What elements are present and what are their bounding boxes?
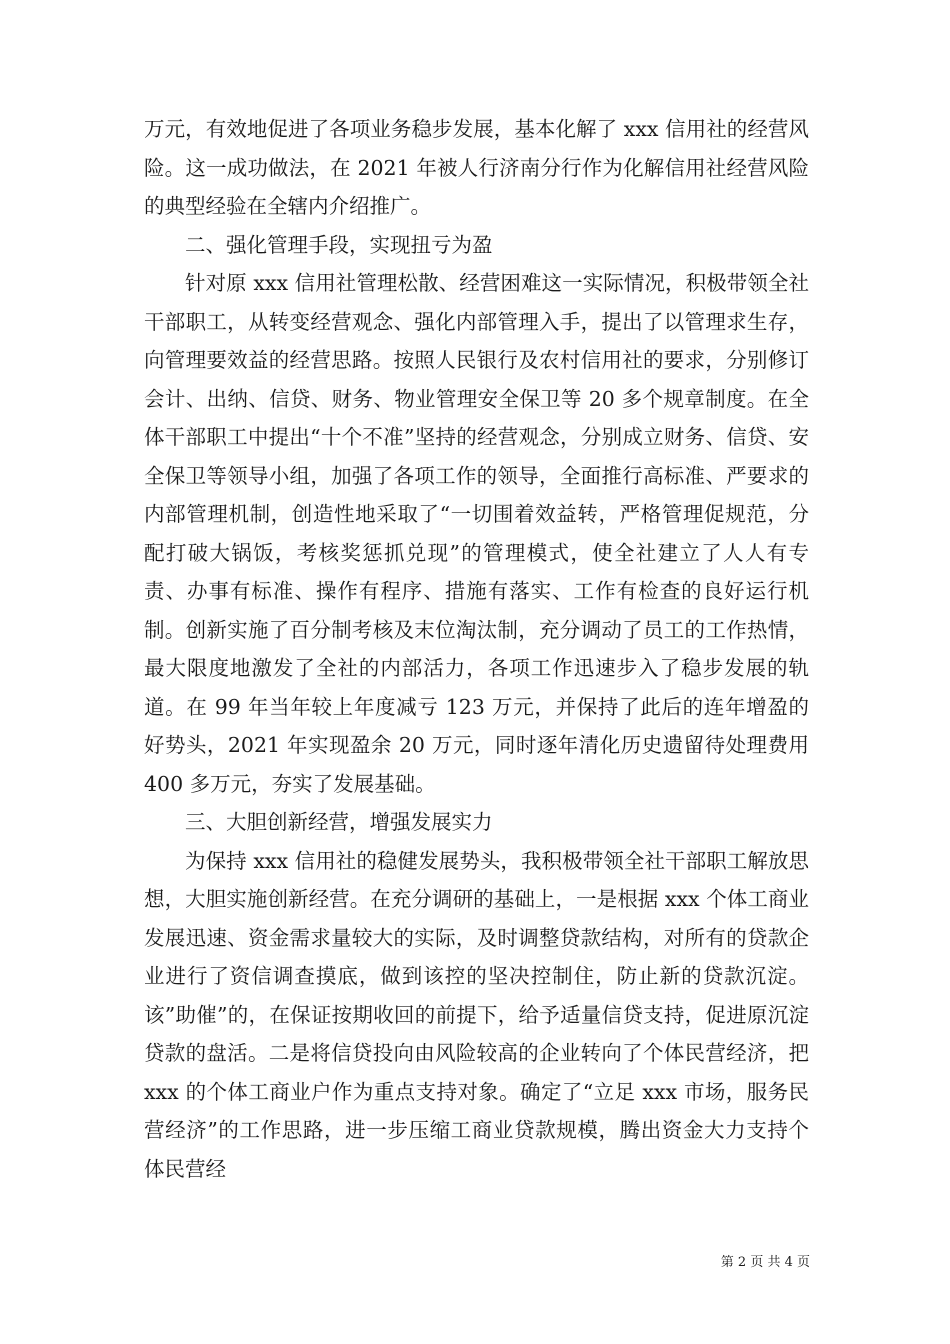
paragraph-management: 针对原 xxx 信用社管理松散、经营困难这一实际情况，积极带领全社干部职工，从转变经营观念、强化内部管理入手，提出了以管理求生存，向管理要效益的经营思路。按照人民银行及农村信用社的要求，分别修订会计、出纳、信贷、财务、物业管理安全保卫等 20 多个规章制度。在全体干部职工中提出“十个不准”坚持的经营观念，分别成立财务、信贷、安全保卫等领导小组，加强了各项工作的领导，全面推行高标准、严要求的内部管理机制，创造性地采取了“一切围着效益转，严格管理促规范，分配打破大锅饭，考核奖惩抓兑现”的管理模式，使全社建立了人人有专责、办事有标准、操作有程序、措施有落实、工作有检查的良好运行机制。创新实施了百分制考核及末位淘汰制，充分调动了员工的工作热情，最大限度地激发了全社的内部活力，各项工作迅速步入了稳步发展的轨道。在 99 年当年较上年度减亏 123 万元，并保持了此后的连年增盈的好势头，2021 年实现盈余 20 万元，同时逐年清化历史遗留待处理费用 400 多万元，夯实了发展基础。 (144, 271, 809, 796)
paragraph-continuation: 万元，有效地促进了各项业务稳步发展，基本化解了 xxx 信用社的经营风险。这一成功做法，在 2021 年被人行济南分行作为化解信用社经营风险的典型经验在全辖内介绍推广。 (144, 117, 809, 218)
section-heading-3: 三、大胆创新经营，增强发展实力 (185, 810, 493, 834)
section-heading-2: 二、强化管理手段，实现扭亏为盈 (185, 232, 493, 257)
document-body (144, 110, 809, 1188)
paragraph-innovation: 为保持 xxx 信用社的稳健发展势头，我积极带领全社干部职工解放思想，大胆实施创新经营。在充分调研的基础上，一是根据 xxx 个体工商业发展迅速、资金需求量较大的实际，及时调整贷款结构，对所有的贷款企业进行了资信调查摸底，做到该控的坚决控制住，防止新的贷款沉淀。该”助催”的，在保证按期收回的前提下，给予适量信贷支持，促进原沉淀贷款的盘活。二是将信贷投向由风险较高的企业转向了个体民营经济，把 xxx 的个体工商业户作为重点支持对象。确定了“立足 xxx 市场，服务民营经济”的工作思路，进一步压缩工商业贷款规模，腾出资金大力支持个体民营经 (144, 848, 809, 1181)
page-number: 第 2 页 共 4 页 (720, 1255, 810, 1270)
